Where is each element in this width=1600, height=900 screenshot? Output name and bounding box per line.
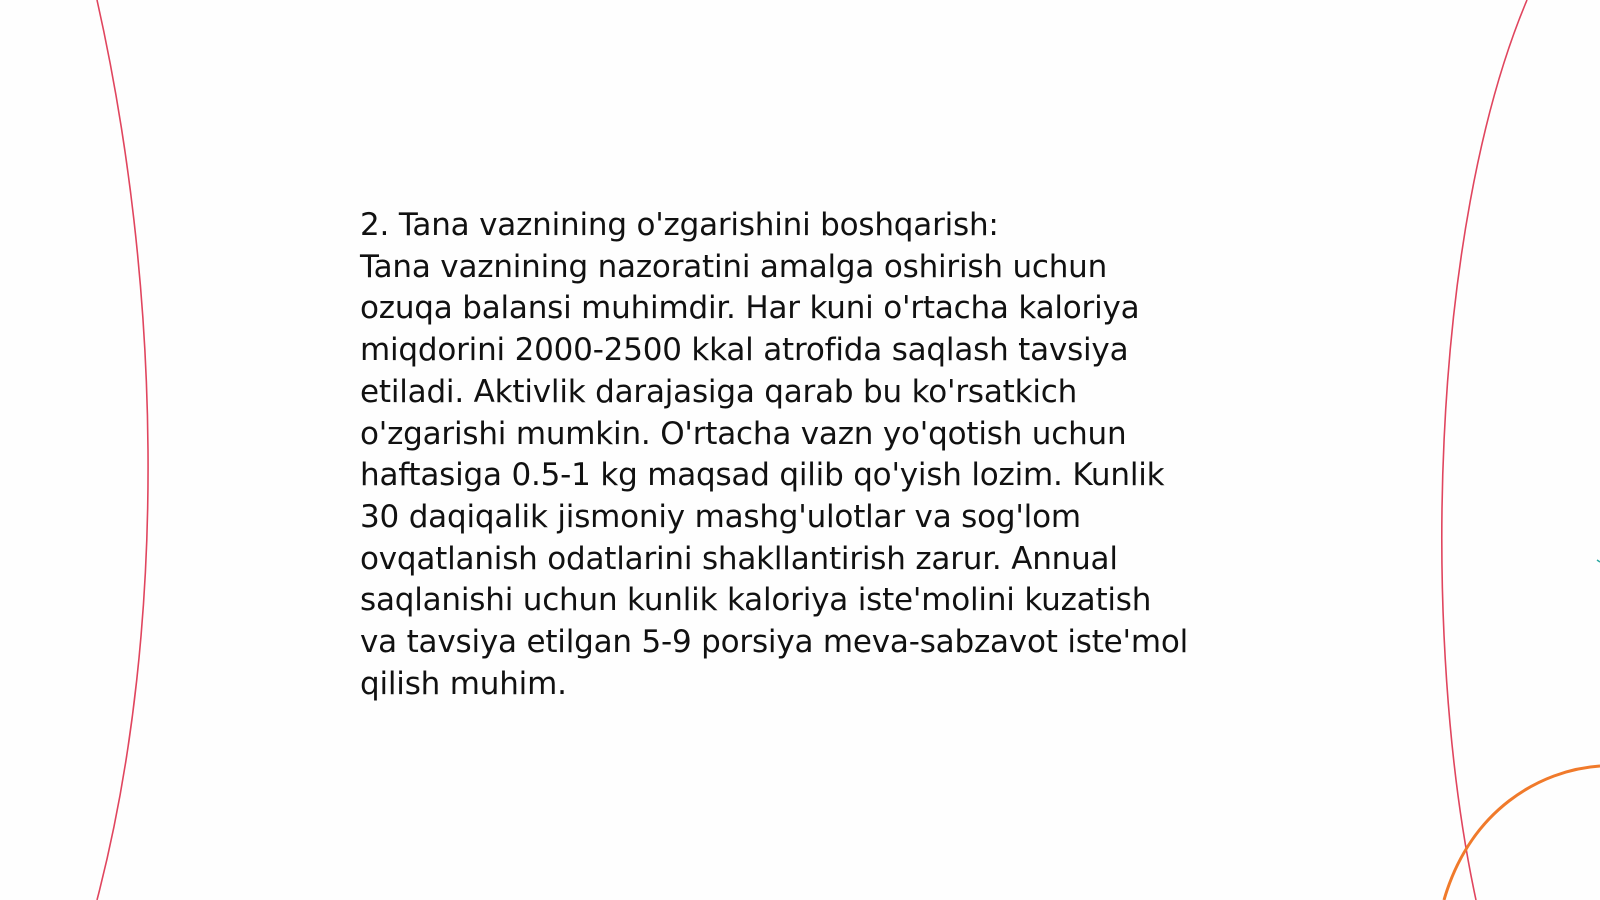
body-line: o'zgarishi mumkin. O'rtacha vazn yo'qotish uchun — [360, 415, 1127, 452]
body-line: haftasiga 0.5-1 kg maqsad qilib qo'yish lozim. Kunlik — [360, 457, 1165, 494]
body-line: ozuqa balansi muhimdir. Har kuni o'rtacha kaloriya — [360, 290, 1140, 327]
body-line: 30 daqiqalik jismoniy mashg'ulotlar va sog'lom — [360, 498, 1081, 535]
body-line: etiladi. Aktivlik darajasiga qarab bu ko'rsatkich — [360, 373, 1078, 410]
body-line: va tavsiya etilgan 5-9 porsiya meva-sabzavot iste'mol — [360, 624, 1189, 661]
corner-circle-decoration — [1444, 766, 1600, 900]
body-line: miqdorini 2000-2500 kkal atrofida saqlash tavsiya — [360, 332, 1129, 369]
left-arc-decoration — [97, 0, 148, 900]
slide-body-text — [360, 205, 1240, 705]
right-arc-decoration — [1442, 0, 1527, 900]
body-line: ovqatlanish odatlarini shakllantirish zarur. Annual — [360, 540, 1118, 577]
body-line: Tana vaznining nazoratini amalga oshirish uchun — [360, 248, 1108, 285]
body-line: qilish muhim. — [360, 665, 567, 702]
body-line: saqlanishi uchun kunlik kaloriya iste'molini kuzatish — [360, 582, 1152, 619]
slide-heading: 2. Tana vaznining o'zgarishini boshqarish: — [360, 207, 999, 243]
